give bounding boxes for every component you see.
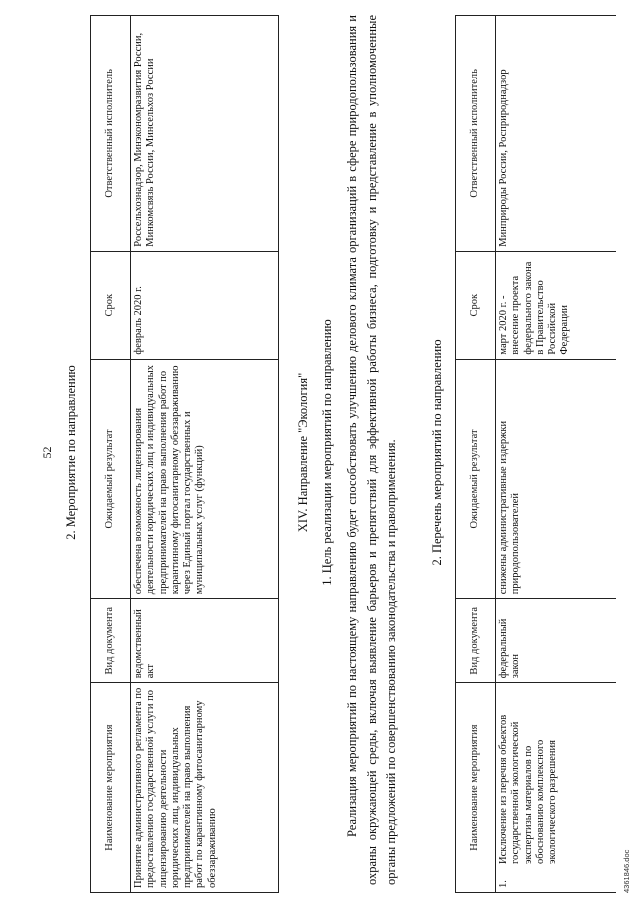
list-heading: 2. Перечень мероприятий по направлению xyxy=(430,339,444,566)
col-header-name: Наименование мероприятия xyxy=(456,683,496,893)
goal-text: Реализация мероприятий по настоящему направлению будет способствовать улучшению делового климата организаций в сфере природопользования и охраны окружающей среды, включая выявление барьеров и препятствий для эффективной работы бизнеса, подготовку и представление в уполномоченные органы предложений по совершенствованию законодательства и правоприменения. xyxy=(345,15,398,885)
measures-table-1 xyxy=(90,15,279,893)
row-number: 1. xyxy=(498,880,509,888)
measure-deadline: февраль 2020 г. xyxy=(131,251,279,359)
measure-result: обеспечена возможность лицензирования деятельности юридических лиц и индивидуальных предпринимателей на право выполнения работ по карантинному фитосанитарному обеззараживанию через Единый портал государственных и муниципальных услуг (функций) xyxy=(131,359,279,599)
measure-doc-type: ведомственный акт xyxy=(131,599,279,683)
goal-heading: 1. Цель реализации мероприятий по направлению xyxy=(320,319,334,586)
row-responsible: Минприроды России, Росприроднадзор xyxy=(496,16,616,252)
col-header-doc-type: Вид документа xyxy=(456,599,496,683)
measures-table-2 xyxy=(455,15,616,893)
row-name: Исключение из перечня объектов государственной экологической экспертизы материалов по обоснованию комплексного экологического разрешения xyxy=(498,714,559,864)
col-header-result: Ожидаемый результат xyxy=(91,359,131,599)
row-doc-type: федеральный закон xyxy=(496,599,616,683)
measure-name: Принятие административного регламента по предоставлению государственной услуги по лицензированию деятельности юридических лиц, индивидуальных предпринимателей на право выполнения работ по карантинному фитосанитарному обеззараживанию xyxy=(131,683,279,893)
col-header-deadline: Срок xyxy=(91,251,131,359)
row-deadline: март 2020 г. - внесение проекта федерального закона в Правительство Российской Федерации xyxy=(496,251,616,359)
direction-heading: XIV. Направление "Экология" xyxy=(296,372,310,533)
page-number: 52 xyxy=(40,446,54,459)
col-header-doc-type: Вид документа xyxy=(91,599,131,683)
col-header-deadline: Срок xyxy=(456,251,496,359)
table-row-1-name xyxy=(496,683,616,893)
section-heading-measure: 2. Мероприятие по направлению xyxy=(64,365,78,540)
col-header-responsible: Ответственный исполнитель xyxy=(91,16,131,252)
row-result: снижены административные издержки природопользователей xyxy=(496,359,616,599)
file-name-footer: 4361846.doc xyxy=(622,849,631,893)
col-header-responsible: Ответственный исполнитель xyxy=(456,16,496,252)
measure-responsible: Россельхознадзор, Минэкономразвития России, Минкомсвязь России, Минсельхоз России xyxy=(131,16,279,252)
col-header-name: Наименование мероприятия xyxy=(91,683,131,893)
goal-paragraph xyxy=(343,15,402,885)
col-header-result: Ожидаемый результат xyxy=(456,359,496,599)
